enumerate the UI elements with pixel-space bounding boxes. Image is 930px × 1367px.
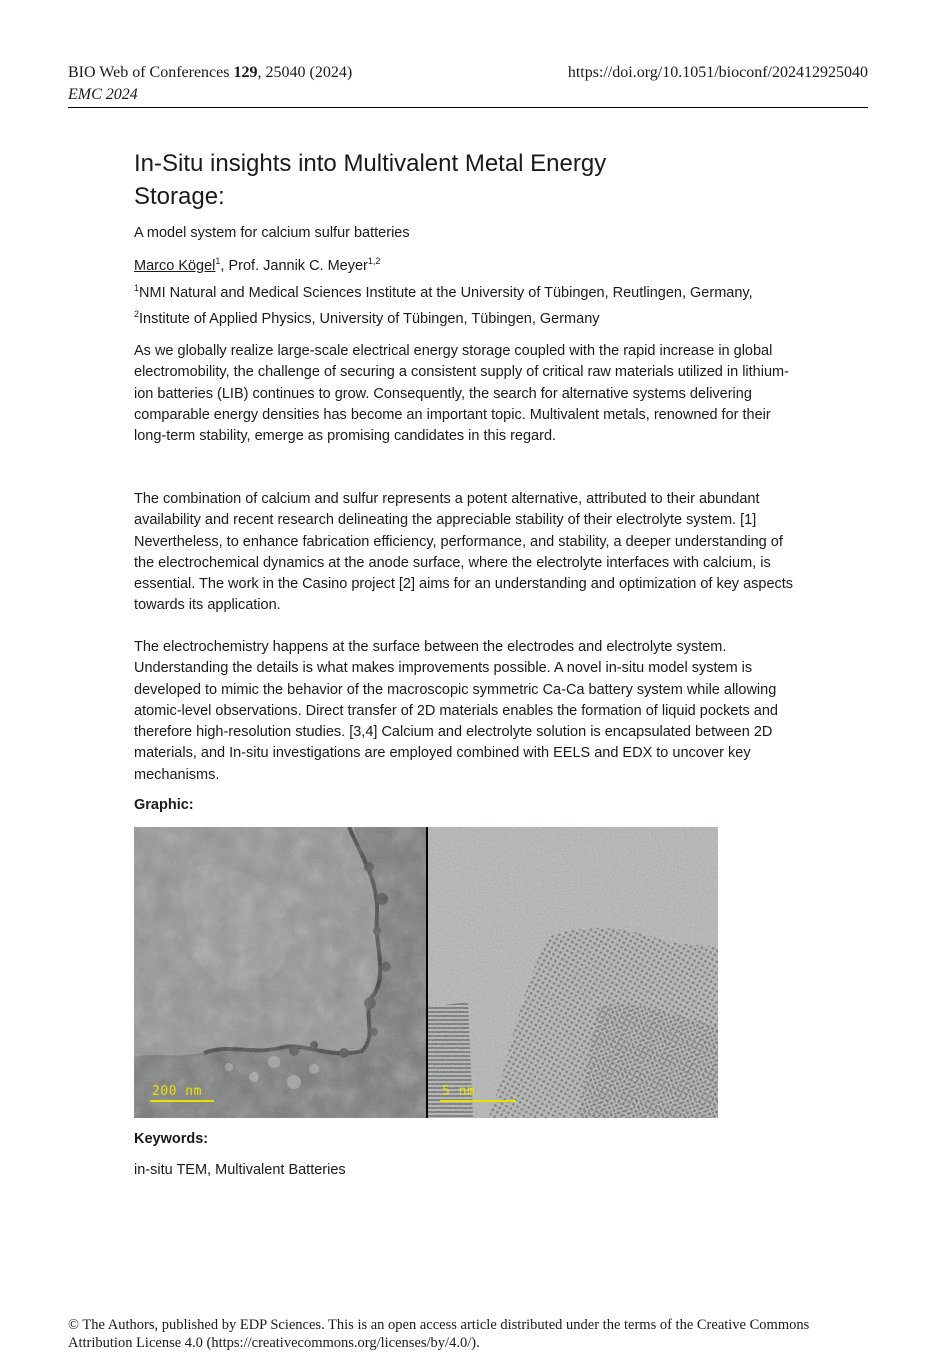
tem-image-low-magnification [134, 827, 426, 1118]
tem-figure [134, 827, 718, 1118]
abstract-paragraph: As we globally realize large-scale electrical energy storage coupled with the rapid increase in global electromobility, the challenge of securing a consistent supply of critical raw materials utilized in lithium-ion batteries (LIB) continues to grow. Consequently, the search for alternative systems delivering comparable energy densities has become an important topic. Multivalent metals, renowned for their long-term stability, emerge as promising candidates in this regard. [134, 343, 789, 445]
author2-affiliation-mark: 1,2 [367, 256, 381, 266]
tem-image-high-res-graphic [428, 827, 718, 1118]
affiliation-1: NMI Natural and Medical Sciences Institute at the University of Tübingen, Reutlingen, Germany, [139, 284, 753, 301]
scale-bar-right [440, 1100, 516, 1102]
header-divider [68, 107, 868, 108]
author-separator: , Prof. Jannik C. Meyer [220, 257, 368, 274]
license-footer: © The Authors, published by EDP Sciences. This is an open access article distributed under the terms of the Creative Commons Attribution License 4.0 (https://creativecommons.org/licenses/by/4.0/). [68, 1317, 810, 1351]
tem-image-high-resolution [428, 827, 718, 1118]
conference-name: EMC 2024 [68, 86, 138, 103]
keywords-heading: Keywords: [134, 1131, 209, 1147]
keywords-list: in-situ TEM, Multivalent Batteries [134, 1162, 346, 1178]
affiliation-2: Institute of Applied Physics, University of Tübingen, Tübingen, Germany [139, 311, 600, 328]
affiliation2-mark: 2 [134, 309, 140, 320]
journal-citation [68, 64, 352, 82]
abstract-paragraph: The combination of calcium and sulfur represents a potent alternative, attributed to their abundant availability and recent research delineating the appreciable stability of their electrolyte system. [1] Nevertheless, to enhance fabrication efficiency, performance, and stability, a deeper understanding of the electrochemical dynamics at the anode surface, where the electrolyte interfaces with calcium, is essential. The work in the Casino project [2] aims for an understanding and optimization of key aspects towards its application. [134, 491, 794, 614]
author-list [134, 256, 380, 274]
scale-label-right: 5 nm [442, 1084, 476, 1099]
journal-name: BIO Web of Conferences [68, 64, 234, 81]
scale-label-left: 200 nm [152, 1084, 202, 1099]
journal-volume: 129 [233, 64, 258, 81]
paper-subtitle: A model system for calcium sulfur batteries [134, 225, 410, 241]
author1-affiliation-mark: 1 [215, 256, 221, 266]
scale-bar-left [150, 1100, 214, 1102]
author-presenting: Marco Kögel [134, 257, 216, 274]
affiliations [134, 278, 784, 331]
graphic-heading: Graphic: [134, 797, 194, 813]
paper-title: In-Situ insights into Multivalent Metal Energy Storage: [134, 150, 607, 210]
journal-article-number: , 25040 (2024) [257, 64, 353, 81]
tem-image-low-mag-graphic [134, 827, 426, 1118]
abstract-paragraph: The electrochemistry happens at the surface between the electrodes and electrolyte system. Understanding the details is what makes improvements possible. A novel in-situ model system is developed to mimic the behavior of the macroscopic symmetric Ca-Ca battery system while allowing atomic-level observations. Direct transfer of 2D materials enables the formation of liquid pockets and therefore high-resolution studies. [3,4] Calcium and electrolyte solution is encapsulated between 2D materials, and In-situ investigations are employed combined with EELS and EDX to uncover key mechanisms. [134, 639, 778, 783]
affiliation1-mark: 1 [134, 283, 140, 293]
doi-link[interactable]: https://doi.org/10.1051/bioconf/202412925040 [567, 64, 868, 81]
